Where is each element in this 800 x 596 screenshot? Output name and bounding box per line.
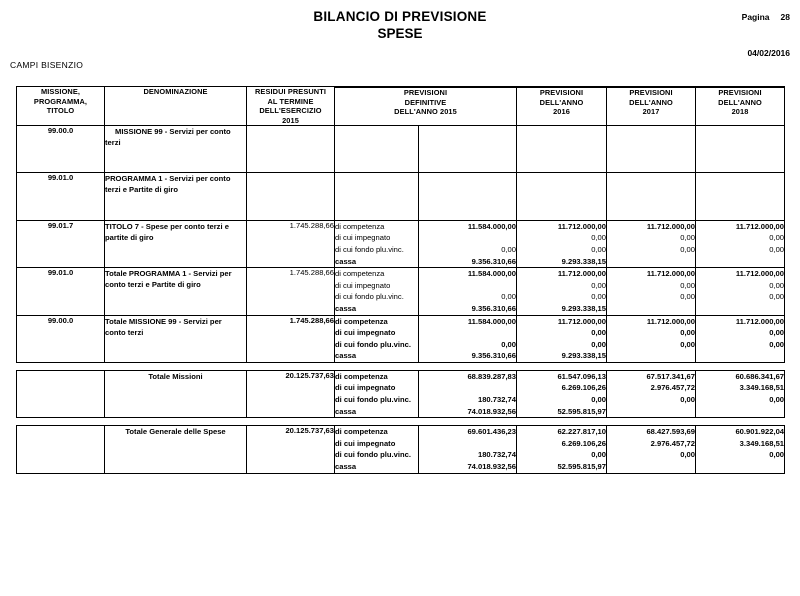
cell-prev2017 bbox=[607, 220, 696, 267]
cell-codice bbox=[17, 426, 105, 473]
value-cell: 67.517.341,67 bbox=[646, 371, 695, 381]
row-label: di cui impegnato bbox=[335, 328, 396, 338]
value-cell bbox=[607, 149, 695, 161]
value-cell: 11.712.000,00 bbox=[557, 316, 606, 326]
row-label: di cui impegnato bbox=[335, 233, 391, 243]
value-cell: 0,00 bbox=[680, 233, 695, 243]
value-cell: 3.349.168,51 bbox=[739, 383, 785, 393]
value-cell: 62.227.817,10 bbox=[557, 427, 606, 437]
col-header-prev2017-l2: DELL'ANNO bbox=[629, 97, 673, 107]
col-header-denominazione-l1: DENOMINAZIONE bbox=[143, 87, 208, 96]
value-cell bbox=[696, 406, 784, 418]
value-cell bbox=[419, 208, 516, 220]
value-cell: 60.686.341,67 bbox=[735, 371, 785, 381]
col-header-residui-l3: DELL'ESERCIZIO bbox=[259, 106, 322, 115]
denominazione-line: PROGRAMMA 1 - Servizi per conto bbox=[105, 174, 231, 184]
value-cell bbox=[696, 303, 784, 315]
row-label bbox=[335, 197, 418, 209]
table-row bbox=[17, 268, 785, 315]
page-subtitle: SPESE bbox=[377, 26, 423, 41]
title-block bbox=[0, 0, 800, 42]
row-label: di cui fondo plu.vinc. bbox=[335, 292, 404, 302]
value-cell: 9.293.338,15 bbox=[561, 303, 606, 313]
value-cell: 0,00 bbox=[769, 339, 785, 349]
entity-name: CAMPI BISENZIO bbox=[10, 60, 84, 70]
value-cell: 0,00 bbox=[769, 450, 785, 460]
table-row bbox=[17, 220, 785, 267]
col-header-prev2018-l2: DELL'ANNO bbox=[718, 97, 762, 107]
col-header-prev2016-l3: 2016 bbox=[553, 107, 570, 117]
value-cell bbox=[607, 161, 695, 173]
value-cell: 0,00 bbox=[769, 292, 785, 302]
cell-residui: 20.125.737,63 bbox=[247, 370, 335, 417]
cell-prev2015 bbox=[419, 220, 517, 267]
value-cell bbox=[419, 161, 516, 173]
value-cell: 74.018.932,56 bbox=[467, 406, 516, 416]
cell-prev2016 bbox=[517, 173, 607, 220]
value-cell: 69.601.436,23 bbox=[467, 427, 516, 437]
cell-prev2016 bbox=[517, 426, 607, 473]
value-cell bbox=[607, 185, 695, 197]
cell-denominazione bbox=[105, 315, 247, 362]
value-cell: 0,00 bbox=[591, 280, 606, 290]
value-cell: 0,00 bbox=[591, 339, 606, 349]
value-cell bbox=[607, 406, 695, 418]
value-cell: 0,00 bbox=[680, 292, 695, 302]
cell-residui: 1.745.288,66 bbox=[247, 268, 335, 315]
value-cell: 68.839.287,83 bbox=[467, 371, 516, 381]
denominazione-line: Totale Generale delle Spese bbox=[125, 427, 226, 437]
row-label bbox=[335, 149, 418, 161]
value-cell bbox=[419, 438, 516, 450]
cell-denominazione bbox=[105, 370, 247, 417]
row-label: cassa bbox=[335, 462, 357, 472]
cell-prev2015 bbox=[419, 126, 517, 173]
col-header-prev2017-l3: 2017 bbox=[642, 107, 660, 117]
cell-row-labels bbox=[335, 173, 419, 220]
col-header-codice-l2: PROGRAMMA, bbox=[33, 96, 88, 106]
table-body bbox=[17, 126, 785, 474]
value-cell bbox=[696, 126, 784, 138]
cell-denominazione bbox=[105, 426, 247, 473]
value-cell: 9.356.310,66 bbox=[471, 351, 516, 361]
col-header-prev2015 bbox=[335, 88, 517, 126]
value-cell: 0,00 bbox=[680, 244, 695, 254]
value-cell bbox=[607, 461, 695, 473]
denominazione-line: TITOLO 7 - Spese per conto terzi e bbox=[105, 221, 229, 231]
cell-row-labels bbox=[335, 370, 419, 417]
denominazione-line: Totale PROGRAMMA 1 - Servizi per bbox=[105, 269, 232, 279]
value-cell: 11.712.000,00 bbox=[557, 269, 606, 279]
value-cell bbox=[607, 138, 695, 150]
value-cell: 0,00 bbox=[680, 328, 695, 338]
denominazione-line: terzi bbox=[105, 138, 121, 147]
value-cell bbox=[419, 173, 516, 185]
cell-prev2018 bbox=[696, 173, 785, 220]
value-cell bbox=[517, 173, 606, 185]
cell-codice: 99.00.0 bbox=[17, 315, 105, 362]
row-label: di cui impegnato bbox=[335, 280, 391, 290]
cell-prev2018 bbox=[696, 426, 785, 473]
value-cell bbox=[517, 161, 606, 173]
cell-row-labels bbox=[335, 220, 419, 267]
col-header-prev2017-l1: PREVISIONI bbox=[629, 88, 673, 98]
cell-prev2016 bbox=[517, 126, 607, 173]
value-cell: 0,00 bbox=[591, 328, 606, 338]
cell-row-labels bbox=[335, 315, 419, 362]
cell-prev2017 bbox=[607, 126, 696, 173]
denominazione-line: partite di giro bbox=[105, 232, 154, 242]
row-label: di competenza bbox=[335, 427, 388, 437]
value-cell: 11.584.000,00 bbox=[467, 269, 516, 279]
value-cell bbox=[696, 161, 784, 173]
value-cell: 11.712.000,00 bbox=[735, 316, 785, 326]
value-cell: 0,00 bbox=[769, 328, 785, 338]
row-label: di cui fondo plu.vinc. bbox=[335, 395, 411, 405]
denominazione-line: Totale MISSIONE 99 - Servizi per bbox=[105, 316, 222, 326]
cell-prev2016 bbox=[517, 370, 607, 417]
value-cell: 11.712.000,00 bbox=[735, 269, 785, 279]
value-cell: 11.712.000,00 bbox=[646, 269, 695, 279]
cell-residui: 20.125.737,63 bbox=[247, 426, 335, 473]
cell-denominazione bbox=[105, 268, 247, 315]
cell-prev2018 bbox=[696, 268, 785, 315]
value-cell: 180.732,74 bbox=[477, 395, 516, 405]
value-cell: 52.595.815,97 bbox=[557, 406, 606, 416]
row-label bbox=[335, 173, 418, 185]
value-cell: 0,00 bbox=[591, 450, 606, 460]
cell-prev2018 bbox=[696, 370, 785, 417]
row-label: cassa bbox=[335, 406, 357, 416]
cell-prev2018 bbox=[696, 220, 785, 267]
value-cell: 180.732,74 bbox=[477, 450, 516, 460]
cell-prev2017 bbox=[607, 268, 696, 315]
value-cell bbox=[419, 185, 516, 197]
value-cell: 52.595.815,97 bbox=[557, 462, 606, 472]
col-header-residui-l4: 2015 bbox=[282, 115, 299, 125]
col-header-residui-l2: AL TERMINE bbox=[267, 96, 314, 106]
row-label: di competenza bbox=[335, 269, 385, 279]
value-cell bbox=[517, 138, 606, 150]
value-cell: 0,00 bbox=[769, 233, 785, 243]
value-cell: 11.584.000,00 bbox=[467, 316, 516, 326]
cell-codice: 99.00.0 bbox=[17, 126, 105, 173]
value-cell bbox=[607, 208, 695, 220]
col-header-prev2017 bbox=[607, 88, 696, 126]
col-header-prev2018-l3: 2018 bbox=[731, 107, 749, 117]
value-cell: 61.547.096,13 bbox=[557, 371, 606, 381]
value-cell bbox=[696, 149, 784, 161]
table-row bbox=[17, 370, 785, 417]
value-cell: 6.269.106,26 bbox=[561, 383, 606, 393]
row-label bbox=[335, 185, 418, 197]
cell-prev2015 bbox=[419, 315, 517, 362]
value-cell bbox=[607, 197, 695, 209]
document-date: 04/02/2016 bbox=[747, 48, 790, 58]
value-cell bbox=[696, 185, 784, 197]
cell-residui bbox=[247, 126, 335, 173]
cell-residui: 1.745.288,66 bbox=[247, 315, 335, 362]
col-header-denominazione bbox=[105, 87, 247, 126]
cell-prev2017 bbox=[607, 315, 696, 362]
value-cell bbox=[419, 327, 516, 339]
value-cell bbox=[517, 197, 606, 209]
col-header-prev2015-l3: DELL'ANNO 2015 bbox=[394, 107, 457, 117]
cell-denominazione bbox=[105, 173, 247, 220]
cell-prev2017 bbox=[607, 426, 696, 473]
col-header-prev2016-l2: DELL'ANNO bbox=[539, 97, 584, 107]
cell-prev2017 bbox=[607, 370, 696, 417]
value-cell: 0,00 bbox=[501, 292, 516, 302]
value-cell: 0,00 bbox=[501, 244, 516, 254]
col-header-codice-l3: TITOLO bbox=[46, 106, 75, 115]
table-header bbox=[17, 87, 785, 126]
value-cell: 11.584.000,00 bbox=[467, 221, 516, 231]
value-cell: 2.976.457,72 bbox=[650, 383, 695, 393]
cell-row-labels bbox=[335, 426, 419, 473]
budget-table bbox=[16, 86, 785, 474]
value-cell: 11.712.000,00 bbox=[646, 316, 695, 326]
cell-denominazione bbox=[105, 126, 247, 173]
col-header-prev2018-l1: PREVISIONI bbox=[718, 88, 762, 98]
cell-prev2018 bbox=[696, 315, 785, 362]
value-cell bbox=[607, 303, 695, 315]
table-row bbox=[17, 126, 785, 173]
cell-codice bbox=[17, 370, 105, 417]
cell-denominazione bbox=[105, 220, 247, 267]
value-cell bbox=[696, 461, 784, 473]
value-cell: 9.293.338,15 bbox=[561, 351, 606, 361]
col-header-residui bbox=[247, 87, 335, 126]
value-cell: 2.976.457,72 bbox=[650, 438, 695, 448]
value-cell: 9.293.338,15 bbox=[561, 256, 606, 266]
row-label: di cui fondo plu.vinc. bbox=[335, 339, 411, 349]
value-cell: 11.712.000,00 bbox=[735, 221, 785, 231]
value-cell bbox=[696, 208, 784, 220]
row-label: di cui fondo plu.vinc. bbox=[335, 244, 404, 254]
row-label bbox=[335, 138, 418, 150]
value-cell bbox=[419, 138, 516, 150]
cell-row-labels bbox=[335, 126, 419, 173]
cell-codice: 99.01.0 bbox=[17, 173, 105, 220]
row-label: di competenza bbox=[335, 221, 385, 231]
col-header-prev2016 bbox=[517, 88, 607, 126]
cell-prev2015 bbox=[419, 426, 517, 473]
col-header-codice bbox=[17, 87, 105, 126]
value-cell bbox=[517, 126, 606, 138]
row-label: di cui impegnato bbox=[335, 383, 396, 393]
denominazione-line: MISSIONE 99 - Servizi per conto bbox=[115, 127, 231, 136]
row-label: di competenza bbox=[335, 371, 388, 381]
value-cell bbox=[607, 126, 695, 138]
value-cell: 68.427.593,69 bbox=[646, 427, 695, 437]
value-cell: 0,00 bbox=[769, 280, 785, 290]
cell-prev2017 bbox=[607, 173, 696, 220]
col-header-prev2015-l1: PREVISIONI bbox=[403, 88, 448, 98]
section-gap bbox=[17, 418, 785, 426]
value-cell: 9.356.310,66 bbox=[471, 303, 516, 313]
value-cell: 60.901.922,04 bbox=[735, 427, 785, 437]
value-cell bbox=[696, 197, 784, 209]
value-cell bbox=[607, 256, 695, 268]
cell-prev2016 bbox=[517, 268, 607, 315]
cell-residui: 1.745.288,66 bbox=[247, 220, 335, 267]
value-cell bbox=[419, 232, 516, 244]
value-cell bbox=[419, 126, 516, 138]
value-cell: 0,00 bbox=[501, 339, 516, 349]
value-cell bbox=[607, 173, 695, 185]
row-label: cassa bbox=[335, 351, 357, 361]
col-header-prev2015-l2: DEFINITIVE bbox=[404, 97, 447, 107]
cell-codice: 99.01.0 bbox=[17, 268, 105, 315]
cell-prev2016 bbox=[517, 220, 607, 267]
row-label bbox=[335, 126, 418, 138]
value-cell bbox=[517, 208, 606, 220]
value-cell bbox=[419, 197, 516, 209]
value-cell: 74.018.932,56 bbox=[467, 462, 516, 472]
value-cell bbox=[419, 280, 516, 292]
row-label: di cui impegnato bbox=[335, 438, 396, 448]
row-label: cassa bbox=[335, 303, 357, 313]
col-header-prev2018 bbox=[696, 88, 785, 126]
value-cell bbox=[419, 149, 516, 161]
cell-prev2015 bbox=[419, 173, 517, 220]
row-label bbox=[335, 208, 418, 220]
value-cell: 0,00 bbox=[591, 244, 606, 254]
page-number-label: Pagina bbox=[741, 12, 770, 22]
value-cell bbox=[696, 173, 784, 185]
cell-codice: 99.01.7 bbox=[17, 220, 105, 267]
cell-row-labels bbox=[335, 268, 419, 315]
denominazione-line: terzi e Partite di giro bbox=[105, 185, 179, 195]
value-cell: 9.356.310,66 bbox=[471, 256, 516, 266]
col-header-residui-l1: RESIDUI PRESUNTI bbox=[255, 87, 326, 96]
table-row bbox=[17, 426, 785, 473]
value-cell bbox=[607, 350, 695, 362]
value-cell: 6.269.106,26 bbox=[561, 438, 606, 448]
row-label bbox=[335, 161, 418, 173]
page-number bbox=[742, 12, 790, 22]
value-cell bbox=[696, 350, 784, 362]
value-cell: 0,00 bbox=[680, 339, 695, 349]
cell-prev2018 bbox=[696, 126, 785, 173]
cell-prev2015 bbox=[419, 268, 517, 315]
col-header-prev2016-l1: PREVISIONI bbox=[539, 88, 584, 98]
value-cell bbox=[419, 382, 516, 394]
value-cell: 0,00 bbox=[680, 395, 695, 405]
table-row bbox=[17, 315, 785, 362]
table-row bbox=[17, 173, 785, 220]
col-header-codice-l1: MISSIONE, bbox=[40, 87, 81, 96]
value-cell: 3.349.168,51 bbox=[739, 438, 785, 448]
row-label: di competenza bbox=[335, 316, 388, 326]
value-cell: 0,00 bbox=[769, 244, 785, 254]
cell-residui bbox=[247, 173, 335, 220]
value-cell: 0,00 bbox=[591, 233, 606, 243]
value-cell bbox=[517, 185, 606, 197]
value-cell bbox=[696, 138, 784, 150]
value-cell bbox=[517, 149, 606, 161]
page-title: BILANCIO DI PREVISIONE bbox=[313, 9, 487, 24]
document-header bbox=[0, 0, 800, 72]
denominazione-line: Totale Missioni bbox=[148, 371, 203, 381]
section-gap bbox=[17, 362, 785, 370]
cell-prev2016 bbox=[517, 315, 607, 362]
value-cell: 0,00 bbox=[591, 292, 606, 302]
row-label: cassa bbox=[335, 256, 357, 266]
denominazione-line: conto terzi bbox=[105, 327, 144, 337]
page-number-value: 28 bbox=[780, 12, 790, 22]
row-label: di cui fondo plu.vinc. bbox=[335, 450, 411, 460]
value-cell: 0,00 bbox=[769, 395, 785, 405]
cell-prev2015 bbox=[419, 370, 517, 417]
value-cell bbox=[696, 256, 784, 268]
value-cell: 11.712.000,00 bbox=[557, 221, 606, 231]
denominazione-line: conto terzi e Partite di giro bbox=[105, 280, 201, 290]
value-cell: 0,00 bbox=[591, 395, 606, 405]
value-cell: 11.712.000,00 bbox=[646, 221, 695, 231]
value-cell: 0,00 bbox=[680, 280, 695, 290]
value-cell: 0,00 bbox=[680, 450, 695, 460]
